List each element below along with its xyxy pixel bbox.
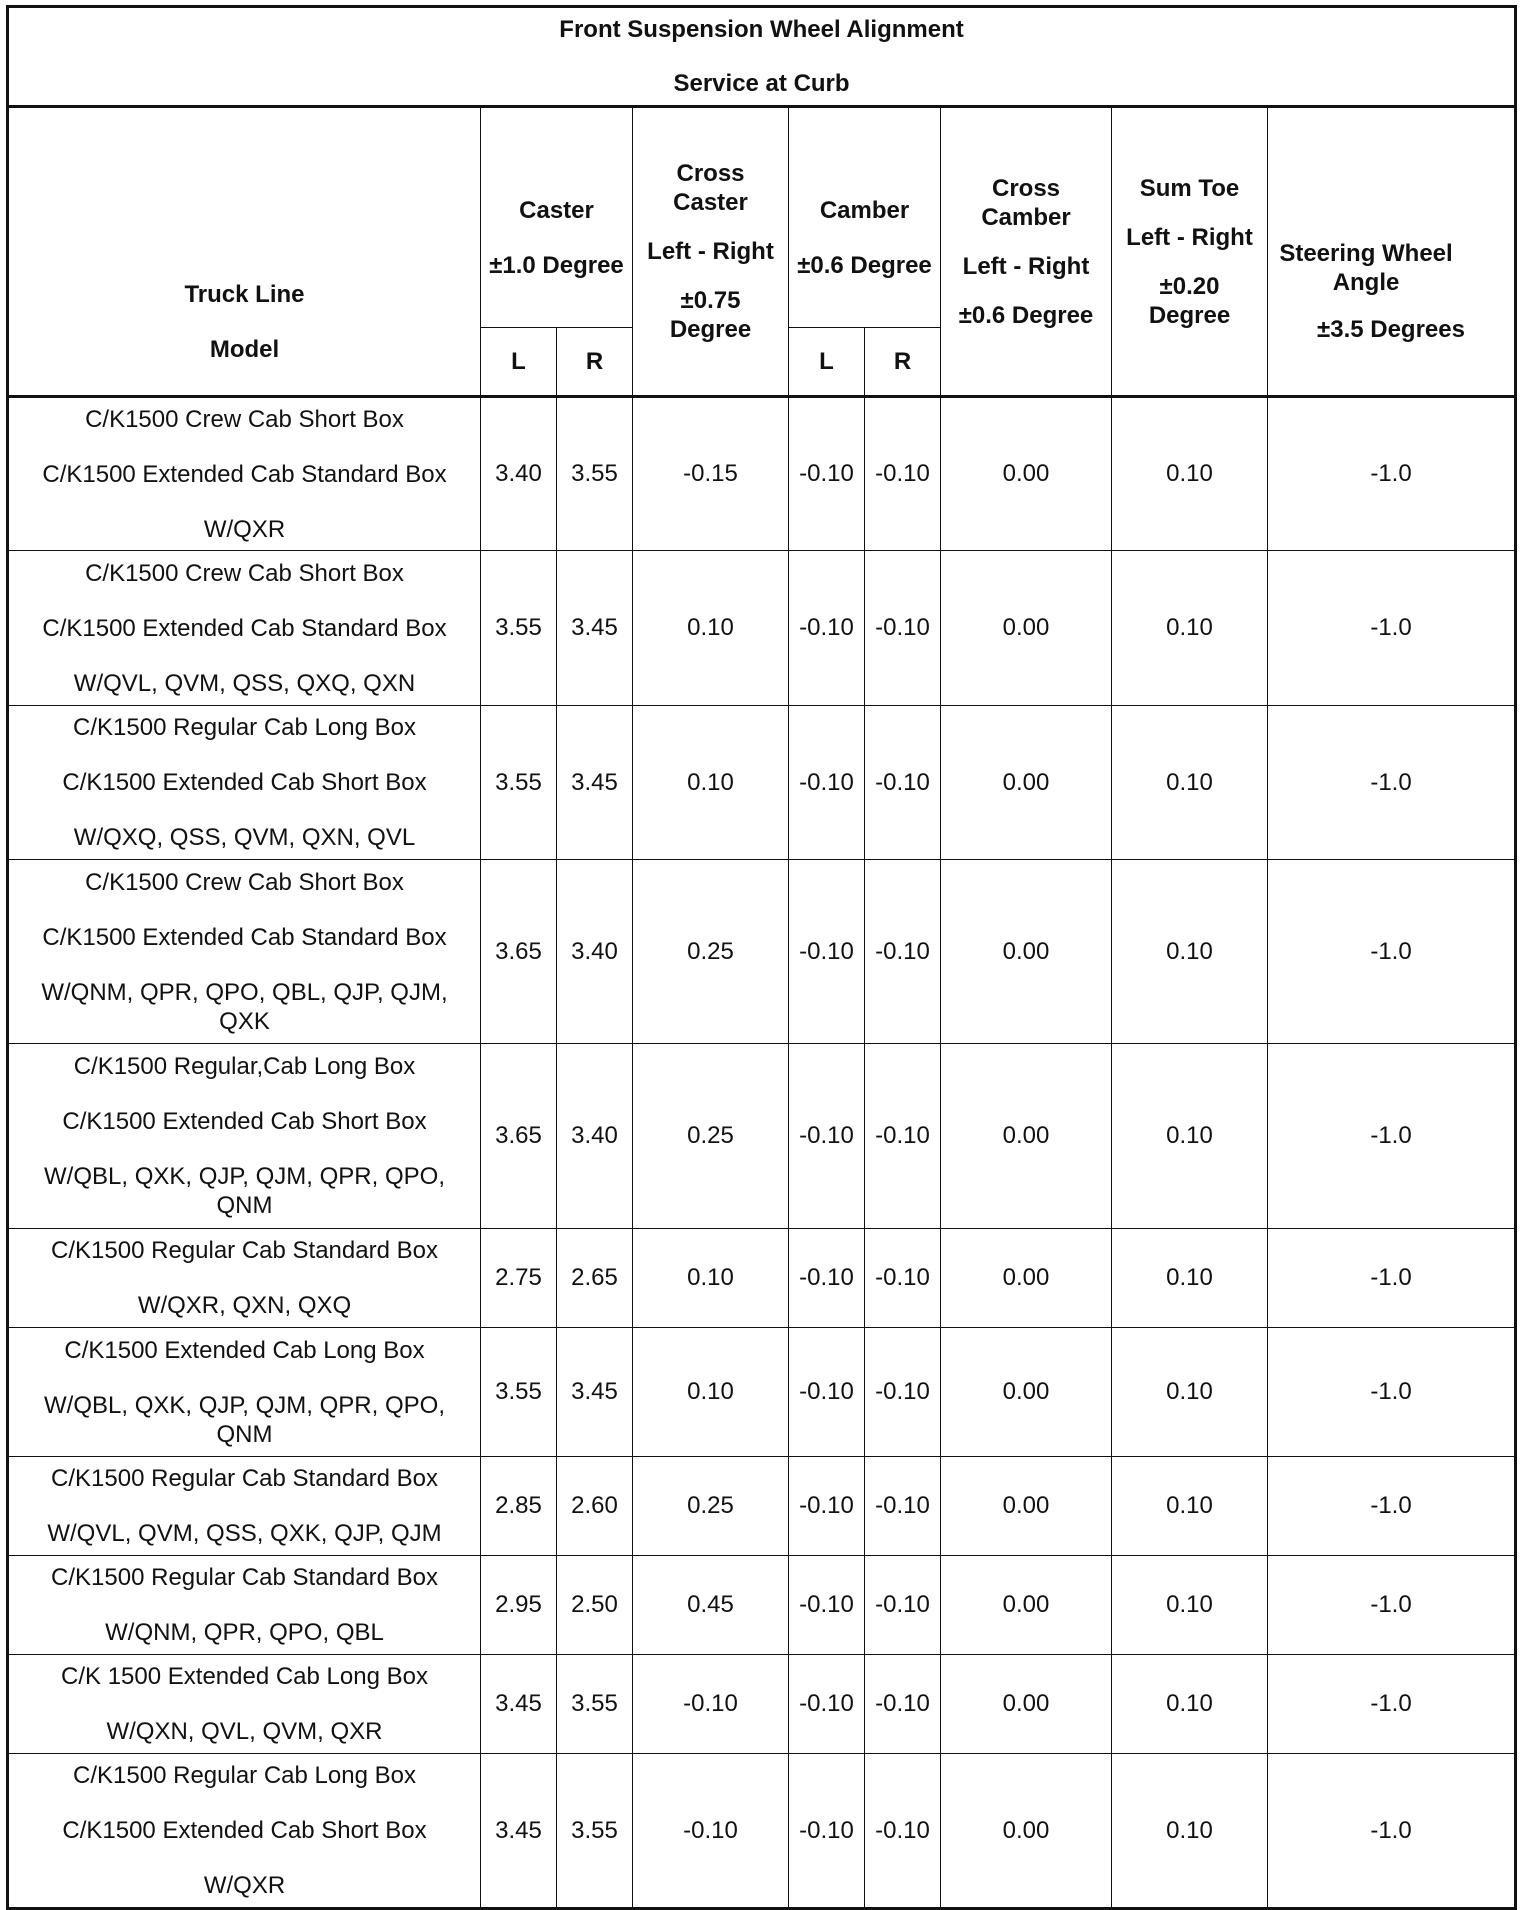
cross-caster-value: 0.25 xyxy=(633,1044,789,1229)
truck-line-model-cell xyxy=(8,706,481,860)
sum-toe-value: 0.10 xyxy=(1112,551,1268,706)
truck-line-model-cell xyxy=(8,1556,481,1655)
model-line: W/QXQ, QSS, QVM, QXN, QVL xyxy=(73,824,416,851)
cross-camber-value: 0.00 xyxy=(941,1044,1112,1229)
camber-l-value: -0.10 xyxy=(789,1556,865,1655)
table-row xyxy=(8,397,1516,551)
caster-r-value: 2.60 xyxy=(557,1457,633,1556)
caster-r-value: 3.55 xyxy=(557,397,633,551)
alignment-spec-sheet xyxy=(6,5,1517,1910)
model-line: W/QBL, QXK, QJP, QJM, QPR, QPO, QNM xyxy=(44,1391,445,1448)
table-row xyxy=(8,1655,1516,1754)
model-line: C/K1500 Extended Cab Short Box xyxy=(62,1108,427,1135)
caster-r-value: 3.40 xyxy=(557,1044,633,1229)
camber-r-value: -0.10 xyxy=(865,1457,941,1556)
table-subtitle: Service at Curb xyxy=(673,70,850,97)
header-camber-label: Camber xyxy=(819,196,910,224)
cross-caster-value: 0.25 xyxy=(633,1457,789,1556)
table-row xyxy=(8,1754,1516,1909)
camber-l-value: -0.10 xyxy=(789,706,865,860)
cross-caster-value: 0.25 xyxy=(633,860,789,1044)
camber-l-value: -0.10 xyxy=(789,860,865,1044)
caster-r-value: 2.50 xyxy=(557,1556,633,1655)
caster-r-value: 3.45 xyxy=(557,706,633,860)
camber-l-value: -0.10 xyxy=(789,1044,865,1229)
model-line: C/K1500 Extended Cab Long Box xyxy=(64,1336,425,1364)
camber-r-value: -0.10 xyxy=(865,706,941,860)
model-line: W/QBL, QXK, QJP, QJM, QPR, QPO, QNM xyxy=(44,1163,445,1219)
model-line: C/K1500 Regular Cab Standard Box xyxy=(51,1564,438,1591)
caster-l-value: 3.55 xyxy=(481,1328,557,1457)
cross-camber-value: 0.00 xyxy=(941,1328,1112,1457)
model-line: C/K1500 Extended Cab Standard Box xyxy=(42,460,447,488)
model-line: C/K1500 Extended Cab Short Box xyxy=(62,1817,427,1844)
header-caster-label: Caster xyxy=(519,196,594,224)
model-line: C/K1500 Regular,Cab Long Box xyxy=(73,1053,416,1080)
header-cross-caster-label: Cross Caster xyxy=(673,160,748,216)
header-cross-camber-lr: Left - Right xyxy=(962,252,1090,280)
header-camber-tolerance: ±0.6 Degree xyxy=(797,251,932,279)
header-camber xyxy=(789,107,941,328)
table-row xyxy=(8,706,1516,860)
header-sum-toe-tol-1: ±0.20 xyxy=(1159,272,1220,300)
sum-toe-value: 0.10 xyxy=(1112,1457,1268,1556)
camber-r-value: -0.10 xyxy=(865,551,941,706)
truck-line-model-cell xyxy=(8,860,481,1044)
header-cross-camber-tolerance: ±0.6 Degree xyxy=(958,301,1094,329)
steering-wheel-angle-value: -1.0 xyxy=(1268,1229,1516,1328)
camber-l-value: -0.10 xyxy=(789,1328,865,1457)
sum-toe-value: 0.10 xyxy=(1112,706,1268,860)
cross-caster-value: 0.10 xyxy=(633,1328,789,1457)
model-line: C/K1500 Extended Cab Short Box xyxy=(62,769,427,796)
alignment-spec-rows xyxy=(8,397,1516,1909)
camber-l-value: -0.10 xyxy=(789,1457,865,1556)
cross-camber-value: 0.00 xyxy=(941,860,1112,1044)
header-cross-caster-tol-1: ±0.75 xyxy=(680,287,741,314)
table-row xyxy=(8,1229,1516,1328)
header-cross-caster-tol-2: Degree xyxy=(669,316,752,343)
camber-l-value: -0.10 xyxy=(789,1754,865,1909)
steering-wheel-angle-value: -1.0 xyxy=(1268,1556,1516,1655)
header-cross-camber xyxy=(941,107,1112,397)
steering-wheel-angle-value: -1.0 xyxy=(1268,397,1516,551)
model-line: C/K 1500 Extended Cab Long Box xyxy=(61,1663,428,1690)
caster-l-value: 3.65 xyxy=(481,1044,557,1229)
table-row xyxy=(8,1044,1516,1229)
truck-line-model-cell xyxy=(8,551,481,706)
caster-r-value: 2.65 xyxy=(557,1229,633,1328)
sum-toe-value: 0.10 xyxy=(1112,1754,1268,1909)
camber-r-value: -0.10 xyxy=(865,397,941,551)
sum-toe-value: 0.10 xyxy=(1112,1044,1268,1229)
model-line: C/K1500 Crew Cab Short Box xyxy=(85,405,404,433)
table-row xyxy=(8,1556,1516,1655)
sum-toe-value: 0.10 xyxy=(1112,860,1268,1044)
header-caster xyxy=(481,107,633,328)
camber-r-value: -0.10 xyxy=(865,1328,941,1457)
caster-r-value: 3.45 xyxy=(557,1328,633,1457)
camber-l-value: -0.10 xyxy=(789,397,865,551)
header-caster-tolerance: ±1.0 Degree xyxy=(489,251,624,279)
steering-wheel-angle-value: -1.0 xyxy=(1268,1457,1516,1556)
cross-camber-value: 0.00 xyxy=(941,1229,1112,1328)
cross-camber-value: 0.00 xyxy=(941,1556,1112,1655)
header-cross-camber-label: Cross Camber xyxy=(981,174,1071,231)
steering-wheel-angle-value: -1.0 xyxy=(1268,551,1516,706)
steering-wheel-angle-value: -1.0 xyxy=(1268,1328,1516,1457)
camber-r-value: -0.10 xyxy=(865,860,941,1044)
cross-camber-value: 0.00 xyxy=(941,551,1112,706)
caster-r-value: 3.45 xyxy=(557,551,633,706)
caster-l-value: 2.75 xyxy=(481,1229,557,1328)
model-line: C/K1500 Extended Cab Standard Box xyxy=(42,923,447,951)
steering-wheel-angle-value: -1.0 xyxy=(1268,1655,1516,1754)
steering-wheel-angle-value: -1.0 xyxy=(1268,706,1516,860)
model-line: C/K1500 Crew Cab Short Box xyxy=(85,868,404,896)
model-line: W/QVL, QVM, QSS, QXQ, QXN xyxy=(73,669,416,697)
steering-wheel-angle-value: -1.0 xyxy=(1268,1044,1516,1229)
model-line: W/QXR xyxy=(203,515,286,543)
truck-line-model-cell xyxy=(8,1229,481,1328)
model-line: W/QVL, QVM, QSS, QXK, QJP, QJM xyxy=(47,1520,442,1547)
table-row xyxy=(8,551,1516,706)
sum-toe-value: 0.10 xyxy=(1112,1229,1268,1328)
caster-l-value: 2.85 xyxy=(481,1457,557,1556)
header-sum-toe-tol-2: Degree xyxy=(1148,301,1231,329)
caster-l-value: 3.45 xyxy=(481,1655,557,1754)
table-row xyxy=(8,1457,1516,1556)
camber-r-value: -0.10 xyxy=(865,1754,941,1909)
header-steering-label: Steering Wheel Angle xyxy=(1279,240,1453,296)
camber-r-value: -0.10 xyxy=(865,1229,941,1328)
cross-caster-value: -0.15 xyxy=(633,397,789,551)
caster-l-value: 2.95 xyxy=(481,1556,557,1655)
sum-toe-value: 0.10 xyxy=(1112,1655,1268,1754)
truck-line-model-cell xyxy=(8,1328,481,1457)
caster-l-value: 3.55 xyxy=(481,551,557,706)
caster-l-value: 3.65 xyxy=(481,860,557,1044)
cross-caster-value: -0.10 xyxy=(633,1754,789,1909)
header-model-label: Model xyxy=(209,335,280,363)
cross-camber-value: 0.00 xyxy=(941,1457,1112,1556)
header-caster-r: R xyxy=(557,328,633,397)
model-line: W/QNM, QPR, QPO, QBL, QJP, QJM, QXK xyxy=(41,978,448,1035)
model-line: W/QXR, QXN, QXQ xyxy=(137,1292,352,1319)
camber-l-value: -0.10 xyxy=(789,1229,865,1328)
model-line: C/K1500 Regular Cab Standard Box xyxy=(51,1237,438,1264)
table-row xyxy=(8,1328,1516,1457)
header-cross-caster-lr: Left - Right xyxy=(647,238,774,265)
table-title-cell xyxy=(8,7,1516,107)
model-line: W/QNM, QPR, QPO, QBL xyxy=(105,1619,384,1646)
sum-toe-value: 0.10 xyxy=(1112,1328,1268,1457)
cross-camber-value: 0.00 xyxy=(941,1754,1112,1909)
model-line: W/QXR xyxy=(203,1872,286,1899)
header-sum-toe xyxy=(1112,107,1268,397)
camber-r-value: -0.10 xyxy=(865,1044,941,1229)
header-truck-line-label: Truck Line xyxy=(184,280,305,308)
camber-r-value: -0.10 xyxy=(865,1655,941,1754)
cross-caster-value: 0.10 xyxy=(633,1229,789,1328)
header-camber-l: L xyxy=(789,328,865,397)
cross-caster-value: 0.10 xyxy=(633,551,789,706)
steering-wheel-angle-value: -1.0 xyxy=(1268,860,1516,1044)
truck-line-model-cell xyxy=(8,397,481,551)
model-line: C/K1500 Crew Cab Short Box xyxy=(85,559,404,587)
camber-r-value: -0.10 xyxy=(865,1556,941,1655)
header-caster-l: L xyxy=(481,328,557,397)
caster-r-value: 3.40 xyxy=(557,860,633,1044)
caster-l-value: 3.40 xyxy=(481,397,557,551)
model-line: C/K1500 Regular Cab Long Box xyxy=(73,1762,416,1789)
camber-l-value: -0.10 xyxy=(789,1655,865,1754)
cross-caster-value: -0.10 xyxy=(633,1655,789,1754)
cross-camber-value: 0.00 xyxy=(941,706,1112,860)
header-steering-wheel-angle xyxy=(1268,107,1516,397)
header-steering-tolerance: ±3.5 Degrees xyxy=(1317,316,1465,343)
header-cross-caster xyxy=(633,107,789,397)
steering-wheel-angle-value: -1.0 xyxy=(1268,1754,1516,1909)
cross-camber-value: 0.00 xyxy=(941,1655,1112,1754)
header-sum-toe-lr: Left - Right xyxy=(1126,223,1253,251)
truck-line-model-cell xyxy=(8,1044,481,1229)
caster-r-value: 3.55 xyxy=(557,1754,633,1909)
cross-caster-value: 0.10 xyxy=(633,706,789,860)
cross-camber-value: 0.00 xyxy=(941,397,1112,551)
caster-r-value: 3.55 xyxy=(557,1655,633,1754)
model-line: C/K1500 Regular Cab Long Box xyxy=(73,714,416,741)
header-sum-toe-label: Sum Toe xyxy=(1139,174,1240,202)
header-truck-line xyxy=(8,107,481,397)
camber-l-value: -0.10 xyxy=(789,551,865,706)
truck-line-model-cell xyxy=(8,1754,481,1909)
model-line: C/K1500 Extended Cab Standard Box xyxy=(42,614,447,642)
alignment-spec-table xyxy=(6,5,1517,1910)
model-line: W/QXN, QVL, QVM, QXR xyxy=(106,1718,383,1745)
caster-l-value: 3.45 xyxy=(481,1754,557,1909)
table-title: Front Suspension Wheel Alignment xyxy=(559,16,964,43)
truck-line-model-cell xyxy=(8,1655,481,1754)
header-camber-r: R xyxy=(865,328,941,397)
truck-line-model-cell xyxy=(8,1457,481,1556)
model-line: C/K1500 Regular Cab Standard Box xyxy=(51,1465,438,1492)
cross-caster-value: 0.45 xyxy=(633,1556,789,1655)
caster-l-value: 3.55 xyxy=(481,706,557,860)
sum-toe-value: 0.10 xyxy=(1112,397,1268,551)
table-row xyxy=(8,860,1516,1044)
sum-toe-value: 0.10 xyxy=(1112,1556,1268,1655)
